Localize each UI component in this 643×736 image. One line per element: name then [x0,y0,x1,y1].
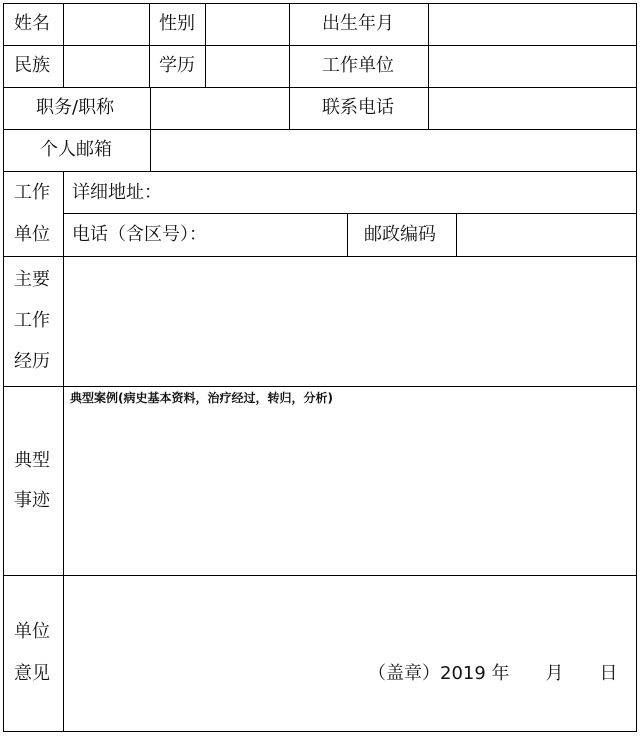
rule [347,213,348,256]
stamp-date: （盖章）2019 年 月 日 [368,663,618,684]
rule [636,3,637,732]
name-label: 姓名 [14,13,50,34]
rule [3,3,4,732]
birth-field[interactable] [429,4,636,45]
ethnicity-field[interactable] [64,46,149,87]
work-unit-side-label: 单位 [14,224,50,245]
main-experience-field[interactable] [64,257,636,386]
phone-area-label: 电话（含区号）： [72,224,207,245]
work-unit-side-label: 工作 [14,182,50,203]
typical-case-note: 典型案例(病史基本资料，治疗经过，转归，分析) [70,391,333,405]
typical-deeds-label: 典型 [14,450,50,471]
gender-label: 性别 [159,13,195,34]
ethnicity-label: 民族 [14,55,50,76]
phone-field[interactable] [220,214,347,256]
postcode-field[interactable] [457,214,636,256]
rule [149,3,150,87]
main-experience-label: 工作 [14,310,50,331]
name-field[interactable] [64,4,149,45]
main-experience-label: 经历 [14,351,50,372]
personal-email-label: 个人邮箱 [40,139,112,160]
contact-phone-field[interactable] [429,88,636,129]
rule [289,3,290,129]
rule [3,386,637,387]
education-label: 学历 [159,55,195,76]
unit-opinion-label: 单位 [14,621,50,642]
position-title-label: 职务/职称 [36,97,115,118]
birth-label: 出生年月 [322,13,394,34]
address-label: 详细地址： [72,182,162,203]
typical-deeds-field[interactable] [64,408,636,575]
education-field[interactable] [206,46,289,87]
typical-deeds-label: 事迹 [14,490,50,511]
address-field[interactable] [160,172,636,213]
work-unit-label: 工作单位 [322,55,394,76]
postcode-label: 邮政编码 [364,224,436,245]
work-unit-field[interactable] [429,46,636,87]
personal-email-field[interactable] [151,130,636,171]
unit-opinion-field[interactable] [64,576,636,661]
main-experience-label: 主要 [14,269,50,290]
rule [3,731,637,732]
unit-opinion-label: 意见 [14,663,50,684]
gender-field[interactable] [206,4,289,45]
position-title-field[interactable] [151,88,289,129]
contact-phone-label: 联系电话 [322,97,394,118]
